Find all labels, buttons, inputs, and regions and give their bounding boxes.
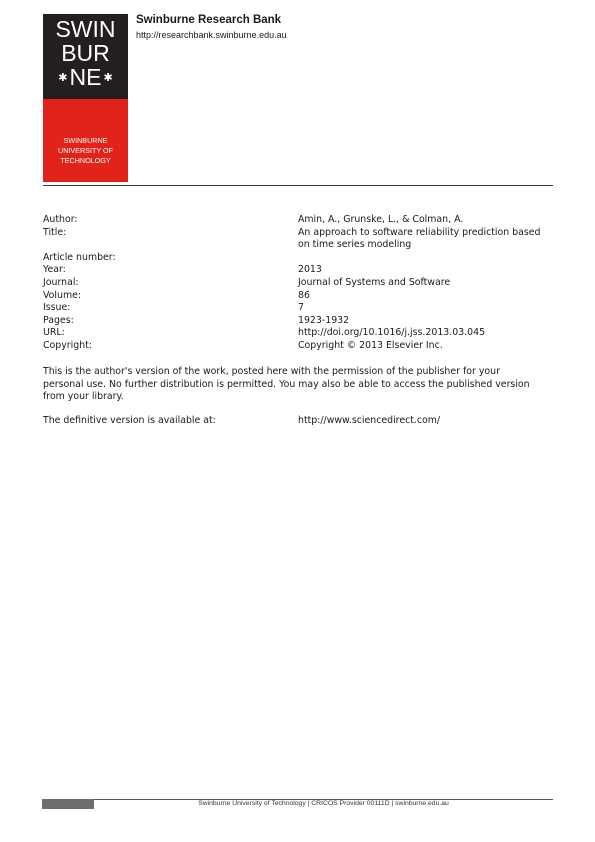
- logo-red-panel: [43, 99, 128, 182]
- research-bank-title: Swinburne Research Bank: [136, 14, 282, 26]
- metadata-value: 86: [298, 289, 310, 301]
- metadata-label: Copyright:: [43, 339, 92, 351]
- footer-grey-bar: [42, 799, 94, 809]
- metadata-label: Volume:: [43, 289, 82, 301]
- metadata-row-year: [43, 264, 553, 277]
- metadata-row-issue: [43, 302, 553, 315]
- logo-university-name: [43, 136, 128, 166]
- logo-line-3: [43, 66, 128, 89]
- swinburne-logo: [43, 14, 128, 182]
- metadata-label: Title:: [43, 226, 67, 238]
- footer-text: Swinburne University of Technology | CRICOS Provider 00111D | swinburne.edu.au: [198, 800, 449, 807]
- metadata-label: Journal:: [43, 276, 79, 288]
- header-divider: [43, 185, 553, 186]
- metadata-label: URL:: [43, 327, 65, 339]
- logo-red-line: UNIVERSITY OF: [58, 146, 113, 155]
- metadata-row-url: [43, 327, 553, 340]
- metadata-label: Year:: [43, 264, 66, 276]
- metadata-value: Journal of Systems and Software: [298, 276, 451, 288]
- metadata-row-pages: [43, 315, 553, 328]
- metadata-label: Author:: [43, 214, 78, 225]
- research-bank-url[interactable]: http://researchbank.swinburne.edu.au: [136, 30, 287, 40]
- logo-red-line: SWINBURNE: [63, 136, 108, 145]
- metadata-value: [298, 252, 553, 265]
- star-icon: ✱: [103, 72, 113, 84]
- logo-line-3-text: NE: [69, 64, 102, 90]
- sciencedirect-link[interactable]: http://www.sciencedirect.com/: [298, 415, 441, 426]
- metadata-table: [43, 214, 553, 353]
- metadata-value: Copyright © 2013 Elsevier Inc.: [298, 339, 443, 351]
- logo-red-line: TECHNOLOGY: [60, 156, 111, 165]
- author-version-notice: This is the author's version of the work, posted here with the permission of the publisher for your personal use. No further distribution is permitted. You may also be able to access the published version from your library.: [43, 366, 530, 403]
- metadata-label: Issue:: [43, 302, 71, 314]
- metadata-row-copyright: [43, 340, 553, 353]
- metadata-row-title: [43, 227, 553, 252]
- logo-black-panel: [43, 14, 128, 99]
- metadata-label: Pages:: [43, 314, 74, 326]
- metadata-row-article-number: [43, 252, 553, 265]
- definitive-version-label: The definitive version is available at:: [43, 415, 216, 426]
- star-icon: ✱: [58, 72, 68, 84]
- metadata-value: 1923-1932: [298, 314, 350, 326]
- metadata-row-volume: [43, 290, 553, 303]
- metadata-value: An approach to software reliability prediction based on time series modeling: [298, 226, 541, 251]
- metadata-value: 2013: [298, 264, 322, 276]
- metadata-value: Amin, A., Grunske, L., & Colman, A.: [298, 214, 464, 225]
- metadata-label: Article number:: [43, 251, 116, 263]
- doi-link[interactable]: http://doi.org/10.1016/j.jss.2013.03.045: [298, 327, 486, 339]
- metadata-value: 7: [298, 302, 304, 314]
- logo-line-2: BUR: [61, 40, 110, 66]
- logo-line-1: SWIN: [55, 16, 116, 42]
- metadata-row-author: [43, 214, 553, 227]
- metadata-row-journal: [43, 277, 553, 290]
